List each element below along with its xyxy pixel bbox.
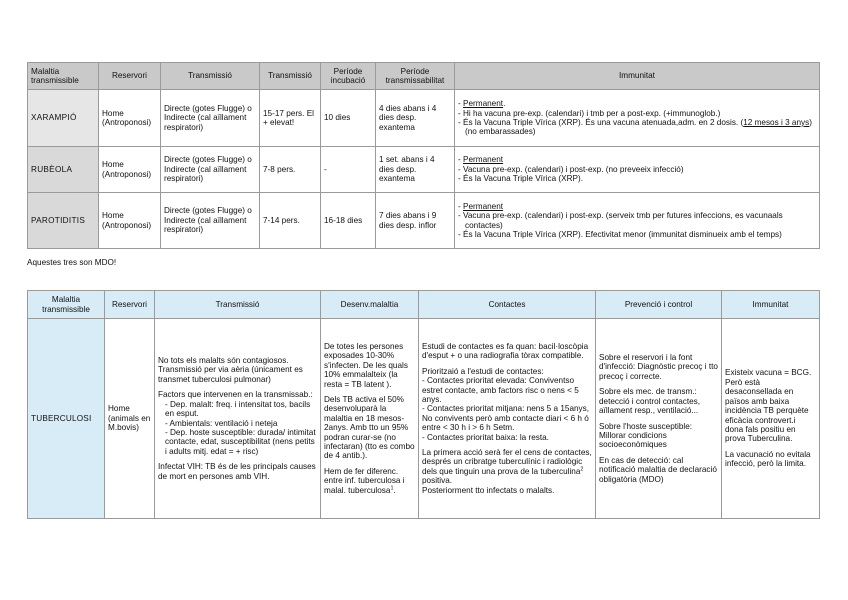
prevention-paragraph: Sobre el reservori i la font d'infecció: Diagnòstic precoç i tto precoç i correcte. xyxy=(599,353,718,381)
prevention-paragraph: En cas de detecció: cal notificació malaltia de declaració obligatòria (MDO) xyxy=(599,455,717,484)
immunity-paragraph: La vacunació no evitala infecció, però la limita. xyxy=(725,449,811,469)
reservoir-cell: Home (Antroponosi) xyxy=(99,193,161,249)
header-reservoir: Reservori xyxy=(99,63,161,90)
reservoir-cell: Home (animals en M.bovis) xyxy=(105,319,155,519)
transmission-rate-cell: 7-14 pers. xyxy=(260,193,321,249)
disease-name: PAROTIDITIS xyxy=(28,193,99,249)
disease-name: XARAMPIÓ xyxy=(28,90,99,147)
table-header-row xyxy=(28,291,820,319)
mdo-note: Aquestes tres son MDO! xyxy=(27,258,117,267)
header-disease: Malaltia transmissible xyxy=(28,63,99,90)
header-development: Desenv.malaltia xyxy=(321,291,419,319)
transmission-paragraph: Infectat VIH: TB és de les principals causes de mort en persones amb VIH. xyxy=(158,462,316,481)
table-row xyxy=(28,193,820,249)
table-row xyxy=(28,319,820,519)
disease-name: RUBÈOLA xyxy=(28,147,99,193)
prevention-paragraph: Sobre els mec. de transm.: detecció i control contactes, aïllament resp., ventilació... xyxy=(599,387,701,416)
contacts-item: - Contactes prioritat elevada: Conviventso estret contacte, amb factors risc o nens < 5 anys. xyxy=(422,376,579,404)
contacts-paragraph: positiva. xyxy=(422,476,453,486)
immunity-line: - Permanent xyxy=(458,155,504,165)
transmission-paragraph: No tots els malalts són contagiosos. Transmissió per via aèria (únicament es transmet tuberculosi pulmonar) xyxy=(158,356,303,384)
immunity-cell xyxy=(455,90,820,147)
transmissibility-cell: 7 dies abans i 9 dies desp. inflor xyxy=(376,193,455,249)
immunity-line: - És la Vacuna Triple Vírica (XRP). xyxy=(458,174,583,184)
development-cell xyxy=(321,319,419,519)
development-paragraph: Dels TB activa el 50% desenvoluparà la malaltia en 18 mesos-2anys. Amb tto un 95% podran curar-se (no infectaran) (tto es combo de 4 antib.). xyxy=(324,394,415,461)
header-reservoir: Reservori xyxy=(105,291,155,319)
contacts-paragraph: Posteriorment tto infectats o malalts. xyxy=(422,485,555,495)
table-row xyxy=(28,90,820,147)
transmission-cell: Directe (gotes Flugge) o Indirecte (cal aïllament respiratori) xyxy=(161,147,260,193)
immunity-cell xyxy=(455,147,820,193)
immunity-cell xyxy=(722,319,820,519)
incubation-cell: - xyxy=(321,147,376,193)
contacts-paragraph: Estudi de contactes es fa quan: bacil·loscòpia d'esput + o una radiografia tòrax compatible. xyxy=(422,341,589,361)
transmission-cell: Directe (gotes Flugge) o Indirecte (cal aïllament respiratori) xyxy=(161,193,260,249)
header-prevention: Prevenció i control xyxy=(596,291,722,319)
transmission-cell xyxy=(155,319,321,519)
transmissibility-cell: 1 set. abans i 4 dies desp. exantema xyxy=(376,147,455,193)
immunity-line: - Hi ha vacuna pre-exp. (calendari) i tmb per a post-exp. (+immunoglob.) xyxy=(458,108,721,118)
incubation-cell: 10 dies xyxy=(321,90,376,147)
immunity-cell xyxy=(455,193,820,249)
transmission-item: - Dep. hoste susceptible: durada/ intimitat contacte, edat, susceptibilitat (nens petits i adults mitj. edat = + risc) xyxy=(165,427,316,456)
transmission-rate-cell: 15-17 pers. El + elevat! xyxy=(260,90,321,147)
contacts-item: - Contactes prioritat baixa: la resta. xyxy=(422,432,549,442)
immunity-line: - Permanent xyxy=(458,201,504,211)
prevention-paragraph: Sobre l'hoste susceptible: Millorar condicions socioeconòmiques xyxy=(599,421,693,450)
header-immunity: Immunitat xyxy=(722,291,820,319)
immunity-line: - És la Vacuna Triple Vírica (XRP). És una vacuna atenuada,adm. en 2 dosis. (12 mesos i 3 anys) (no embarassades) xyxy=(458,118,812,137)
header-transmissibility: Període transmissabilitat xyxy=(376,63,455,90)
transmission-cell: Directe (gotes Flugge) o Indirecte (cal aïllament respiratori) xyxy=(161,90,260,147)
immunity-paragraph: Existeix vacuna = BCG. Però està desaconsellada en països amb baixa incidència TB perquète eficàcia controvert.i dona fals positiu en prova Tuberculina. xyxy=(725,368,812,444)
transmissibility-cell: 4 dies abans i 4 dies desp. exantema xyxy=(376,90,455,147)
immunity-line: - Vacuna pre-exp. (calendari) i post-exp. (no preveeix infecció) xyxy=(458,164,684,174)
header-transmission: Transmissió xyxy=(161,63,260,90)
immunity-line: - Vacuna pre-exp. (calendari) i post-exp. (serveix tmb per futures infeccions, es vacunaals contactes) xyxy=(458,211,783,230)
table-measles-rubella-mumps xyxy=(27,62,820,249)
header-incubation: Període incubació xyxy=(321,63,376,90)
table-tuberculosis xyxy=(27,290,820,519)
transmission-item: - Ambientals: ventilació i neteja xyxy=(165,418,278,428)
immunity-line: - És la Vacuna Triple Vírica (XRP). Efectivitat menor (immunitat disminueix amb el temps) xyxy=(458,229,782,239)
reservoir-cell: Home (Antroponosi) xyxy=(99,90,161,147)
header-transmission: Transmissió xyxy=(155,291,321,319)
contacts-cell xyxy=(419,319,596,519)
incubation-cell: 16-18 dies xyxy=(321,193,376,249)
reservoir-cell: Home (Antroponosi) xyxy=(99,147,161,193)
development-paragraph: Hem de fer diferenc. entre inf. tuberculosa i malal. tuberculosa$^1$. xyxy=(324,466,405,495)
immunity-line: - Permanent. xyxy=(458,99,506,109)
transmission-rate-cell: 7-8 pers. xyxy=(260,147,321,193)
transmission-item: - Dep. malalt: freq. i intensitat tos, bacils en esput. xyxy=(165,399,311,419)
development-paragraph: De totes les persones exposades 10-30% s'infecten. De les quals 10% emmalalteix (la resta = TB latent ). xyxy=(324,341,408,389)
table-row xyxy=(28,147,820,193)
prevention-cell xyxy=(596,319,722,519)
transmission-paragraph: Factors que intervenen en la transmissab.: xyxy=(158,390,313,400)
header-contacts: Contactes xyxy=(419,291,596,319)
table-header-row xyxy=(28,63,820,90)
header-transmission-rate: Transmissió xyxy=(260,63,321,90)
disease-name: TUBERCULOSI xyxy=(28,319,105,519)
contacts-item: - Contactes prioritat mitjana: nens 5 a 15anys, No convivents però amb contacte diari < 6 h ó entre < 30 h i > 6 h Setm. xyxy=(422,404,590,433)
contacts-paragraph: La primera acció serà fer el cens de contactes, després un cribratge tuberculínic i radiològic dels que tinguin una prova de la tuberculina$^2$ xyxy=(422,448,592,476)
header-disease: Malaltia transmissible xyxy=(28,291,105,319)
header-immunity: Immunitat xyxy=(455,63,820,90)
contacts-paragraph: Prioritzaió a l'estudi de contactes: xyxy=(422,366,544,376)
